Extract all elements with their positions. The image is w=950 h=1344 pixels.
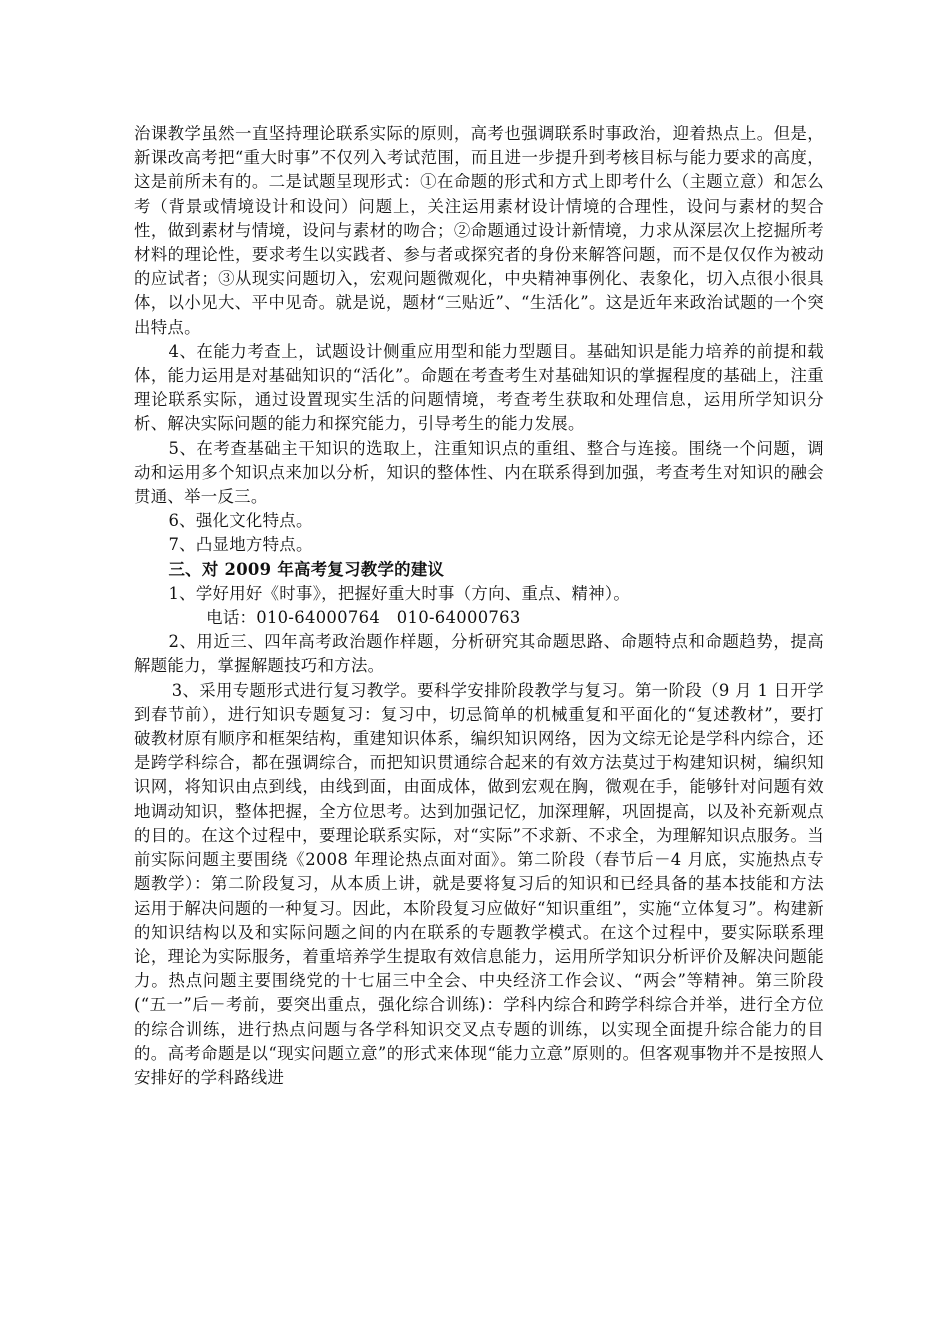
paragraph-item-7: 7、凸显地方特点。 (168, 535, 313, 555)
suggestion-2: 2、用近三、四年高考政治题作样题，分析研究其命题思路、命题特点和命题趋势，提高解题能力，掌握解题技巧和方法。 (134, 632, 824, 676)
paragraph-item-4: 4、在能力考查上，试题设计侧重应用型和能力型题目。基础知识是能力培养的前提和载体，能力运用是对基础知识的“活化”。命题在考查考生对基础知识的掌握程度的基础上，注重理论联系实际，通过设置现实生活的问题情境，考查考生获取和处理信息，运用所学知识分析、解决实际问题的能力和探究能力，引导考生的能力发展。 (134, 341, 824, 434)
section-heading: 三、对 2009 年高考复习教学的建议 (168, 559, 445, 579)
document-body (134, 122, 824, 1090)
paragraph-item-6: 6、强化文化特点。 (168, 511, 313, 531)
paragraph-continuation: 治课教学虽然一直坚持理论联系实际的原则，高考也强调联系时事政治，迎着热点上。但是，新课改高考把“重大时事”不仅列入考试范围，而且进一步提升到考核目标与能力要求的高度，这是前所未有的。二是试题呈现形式：①在命题的形式和方式上即考什么（主题立意）和怎么考（背景或情境设计和设问）问题上，关注运用素材设计情境的合理性，设问与素材的契合性，做到素材与情境，设问与素材的吻合；②命题通过设计新情境，力求从深层次上挖掘所考材料的理论性，要求考生以实践者、参与者或探究者的身份来解答问题，而不是仅仅作为被动的应试者；③从现实问题切入，宏观问题微观化，中央精神事例化、表象化，切入点很小很具体，以小见大、平中见奇。就是说，题材“三贴近”、“生活化”。这是近年来政治试题的一个突出特点。 (134, 124, 824, 337)
suggestion-1: 1、学好用好《时事》，把握好重大时事（方向、重点、精神）。 (168, 583, 631, 603)
phone-numbers: 电话：010-64000764 010-64000763 (206, 608, 521, 628)
suggestion-3: 3、采用专题形式进行复习教学。要科学安排阶段教学与复习。第一阶段（9 月 1 日开学到春节前），进行知识专题复习：复习中，切忌简单的机械重复和平面化的“复述教材”，要打破教材原有顺序和框架结构，重建知识体系，编织知识网络，因为文综无论是学科内综合，还是跨学科综合，都在强调综合，而把知识贯通综合起来的有效方法莫过于构建知识树，编织知识网，将知识由点到线，由线到面，由面成体，做到宏观在胸，微观在手，能够针对问题有效地调动知识，整体把握，全方位思考。达到加强记忆，加深理解，巩固提高，以及补充新观点的目的。在这个过程中，要理论联系实际，对“实际”不求新、不求全，为理解知识点服务。当前实际问题主要围绕《2008 年理论热点面对面》。第二阶段（春节后－4 月底，实施热点专题教学）：第二阶段复习，从本质上讲，就是要将复习后的知识和已经具备的基本技能和方法运用于解决问题的一种复习。因此，本阶段复习应做好“知识重组”，实施“立体复习”。构建新的知识结构以及和实际问题之间的内在联系的专题教学模式。在这个过程中，要实际联系理论，理论为实际服务，着重培养学生提取有效信息能力，运用所学知识分析评价及解决问题能力。热点问题主要围绕党的十七届三中全会、中央经济工作会议、“两会”等精神。第三阶段(“五一”后－考前，要突出重点，强化综合训练)：学科内综合和跨学科综合并举，进行全方位的综合训练，进行热点问题与各学科知识交叉点专题的训练，以实现全面提升综合能力的目的。高考命题是以“现实问题立意”的形式来体现“能力立意”原则的。但客观事物并不是按照人安排好的学科路线进 (134, 680, 824, 1087)
paragraph-item-5: 5、在考查基础主干知识的选取上，注重知识点的重组、整合与连接。围绕一个问题，调动和运用多个知识点来加以分析，知识的整体性、内在联系得到加强，考查考生对知识的融会贯通、举一反三。 (134, 438, 824, 507)
